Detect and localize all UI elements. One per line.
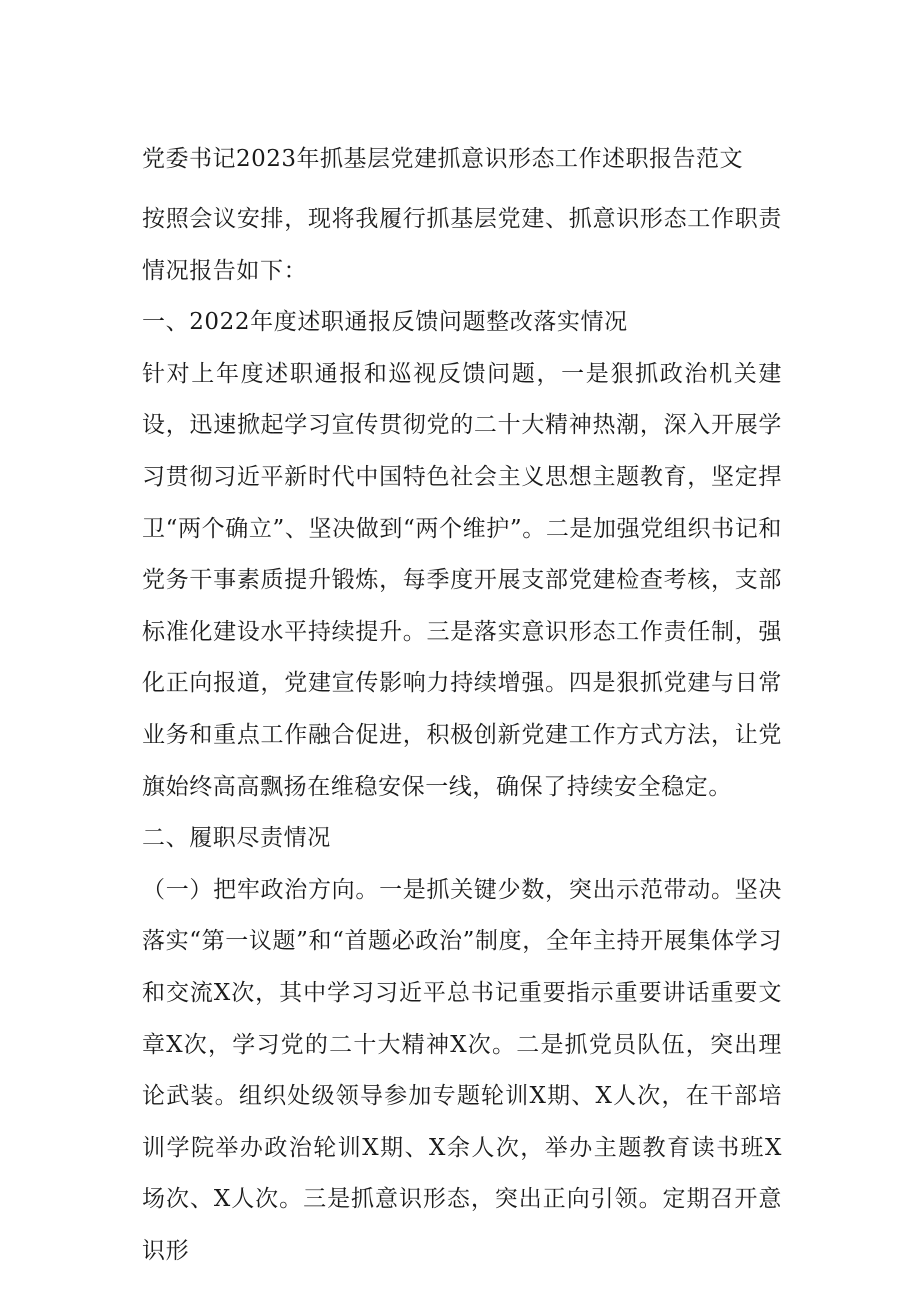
section-1-paragraph: 针对上年度述职通报和巡视反馈问题，一是狠抓政治机关建设，迅速掀起学习宣传贯彻党的二十大精神热潮，深入开展学习贯彻习近平新时代中国特色社会主义思想主题教育，坚定捍卫“两个确立”、坚决做到“两个维护”。二是加强党组织书记和党务干事素质提升锻炼，每季度开展支部党建检查考核，支部标准化建设水平持续提升。三是落实意识形态工作责任制，强化正向报道，党建宣传影响力持续增强。四是狠抓党建与日常业务和重点工作融合促进，积极创新党建工作方式方法，让党旗始终高高飘扬在维稳安保一线，确保了持续安全稳定。 <box>142 360 782 800</box>
document-title: 党委书记2023年抓基层党建抓意识形态工作述职报告范文 <box>142 146 744 172</box>
document-body <box>142 194 782 1277</box>
section-2-paragraph: （一）把牢政治方向。一是抓关键少数，突出示范带动。坚决落实“第一议题”和“首题必政治”制度，全年主持开展集体学习和交流X次，其中学习习近平总书记重要指示重要讲话重要文章X次，学习党的二十大精神X次。二是抓党员队伍，突出理论武装。组织处级领导参加专题轮训X期、X人次，在干部培训学院举办政治轮训X期、X余人次，举办主题教育读书班X场次、X人次。三是抓意识形态，突出正向引领。定期召开意识形 <box>142 876 782 1264</box>
section-1-heading: 一、2022年度述职通报反馈问题整改落实情况 <box>142 309 628 336</box>
section-2-heading: 二、履职尽责情况 <box>142 825 331 852</box>
intro-paragraph: 按照会议安排，现将我履行抓基层党建、抓意识形态工作职责情况报告如下： <box>142 206 782 284</box>
